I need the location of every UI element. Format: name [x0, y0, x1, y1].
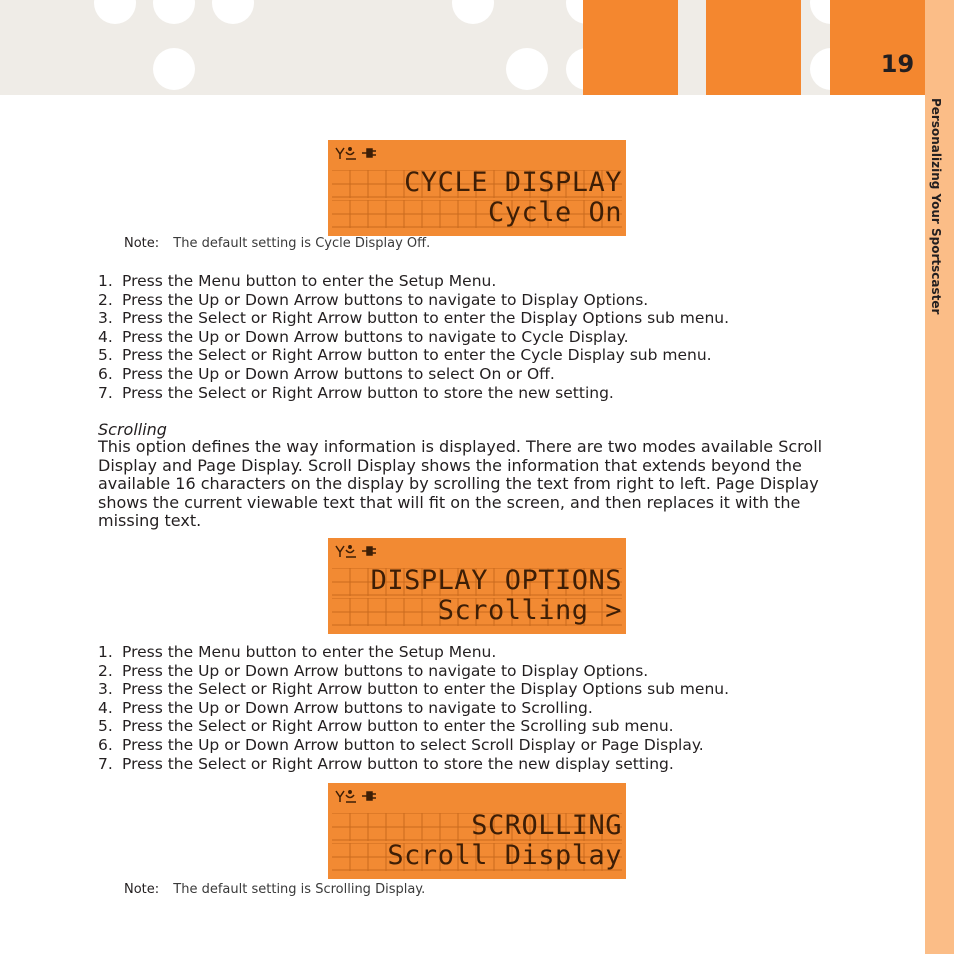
- antenna-signal-icon: [336, 546, 356, 557]
- lcd-status-icons: [334, 789, 384, 803]
- note-label: Note:: [124, 236, 160, 251]
- list-item: [98, 346, 729, 365]
- step-text: Press the Up or Down Arrow buttons to navigate to Cycle Display.: [122, 327, 629, 346]
- step-text: Press the Up or Down Arrow buttons to navigate to Display Options.: [122, 290, 649, 309]
- lcd-line-1: CYCLE DISPLAY: [404, 167, 622, 198]
- power-plug-icon: [362, 149, 376, 157]
- page-number: 19: [880, 50, 915, 78]
- list-item: [98, 643, 729, 662]
- power-plug-icon: [362, 792, 376, 800]
- step-number: 7.: [98, 383, 113, 402]
- note-text: The default setting is Scrolling Display.: [173, 882, 426, 897]
- step-number: 1.: [98, 643, 113, 661]
- step-text: Press the Select or Right Arrow button to enter the Display Options sub menu.: [122, 680, 730, 699]
- note: [124, 882, 425, 897]
- list-item: [98, 755, 729, 774]
- step-number: 4.: [98, 698, 113, 717]
- antenna-signal-icon: [336, 148, 356, 159]
- header-orange-block: [830, 0, 925, 95]
- note-text: The default setting is Cycle Display Off.: [173, 236, 431, 251]
- section-heading-scrolling: Scrolling: [98, 420, 167, 439]
- step-text: Press the Select or Right Arrow button to enter the Scrolling sub menu.: [122, 717, 674, 736]
- decor-dot: [94, 0, 136, 24]
- antenna-signal-icon: [336, 791, 356, 802]
- list-item: [98, 699, 729, 718]
- step-number: 5.: [98, 717, 113, 736]
- lcd-line-2: Cycle On: [487, 197, 622, 228]
- list-item: [98, 328, 729, 347]
- side-section-title: Personalizing Your Sportscaster: [929, 98, 943, 315]
- decor-dot: [506, 48, 548, 90]
- list-item: [98, 736, 729, 755]
- header-orange-block: [583, 0, 678, 95]
- list-item: [98, 717, 729, 736]
- step-number: 1.: [98, 272, 113, 290]
- steps-list-scrolling: [98, 643, 729, 773]
- decor-dot: [153, 0, 195, 24]
- lcd-display-options: [328, 538, 626, 634]
- steps-list-cycle: [98, 272, 729, 402]
- step-number: 3.: [98, 680, 113, 699]
- step-number: 6.: [98, 735, 113, 754]
- list-item: [98, 309, 729, 328]
- note: [124, 236, 430, 251]
- header-band: [0, 0, 925, 95]
- list-item: [98, 291, 729, 310]
- list-item: [98, 365, 729, 384]
- power-plug-icon: [362, 547, 376, 555]
- step-number: 4.: [98, 327, 113, 346]
- list-item: [98, 272, 729, 291]
- header-orange-block: [706, 0, 801, 95]
- step-text: Press the Menu button to enter the Setup Menu.: [122, 272, 497, 290]
- lcd-status-icons: [334, 544, 384, 558]
- step-text: Press the Up or Down Arrow button to select Scroll Display or Page Display.: [122, 735, 704, 754]
- list-item: [98, 680, 729, 699]
- step-text: Press the Up or Down Arrow buttons to select On or Off.: [122, 364, 555, 383]
- decor-dot: [452, 0, 494, 24]
- step-text: Press the Select or Right Arrow button to store the new setting.: [122, 383, 614, 402]
- step-number: 6.: [98, 364, 113, 383]
- step-number: 7.: [98, 754, 113, 773]
- step-text: Press the Menu button to enter the Setup Menu.: [122, 643, 497, 661]
- step-number: 5.: [98, 346, 113, 365]
- step-text: Press the Select or Right Arrow button to store the new display setting.: [122, 754, 674, 773]
- scrolling-description: This option defines the way information is displayed. There are two modes available Scroll Display and Page Display. Scroll Display shows the information that extends beyond the available 16 characters on the display by scrolling the text from right to left. Page Display shows the current viewable text that will fit on the screen, and then replaces it with the missing text.: [98, 437, 823, 531]
- decor-dot: [153, 48, 195, 90]
- lcd-display-scrolling: [328, 783, 626, 879]
- lcd-line-1: DISPLAY OPTIONS: [370, 565, 622, 596]
- lcd-line-2: Scrolling >: [437, 595, 622, 626]
- note-label: Note:: [124, 882, 160, 897]
- decor-dot: [212, 0, 254, 24]
- step-number: 2.: [98, 290, 113, 309]
- lcd-line-1: SCROLLING: [471, 810, 622, 841]
- lcd-status-icons: [334, 146, 384, 160]
- step-number: 3.: [98, 309, 113, 328]
- lcd-line-2: Scroll Display: [387, 840, 622, 871]
- list-item: [98, 384, 729, 403]
- list-item: [98, 662, 729, 681]
- step-text: Press the Select or Right Arrow button to enter the Cycle Display sub menu.: [122, 346, 712, 365]
- step-text: Press the Up or Down Arrow buttons to navigate to Display Options.: [122, 661, 649, 680]
- lcd-display-cycle: [328, 140, 626, 236]
- step-number: 2.: [98, 661, 113, 680]
- step-text: Press the Up or Down Arrow buttons to navigate to Scrolling.: [122, 698, 593, 717]
- step-text: Press the Select or Right Arrow button to enter the Display Options sub menu.: [122, 309, 730, 328]
